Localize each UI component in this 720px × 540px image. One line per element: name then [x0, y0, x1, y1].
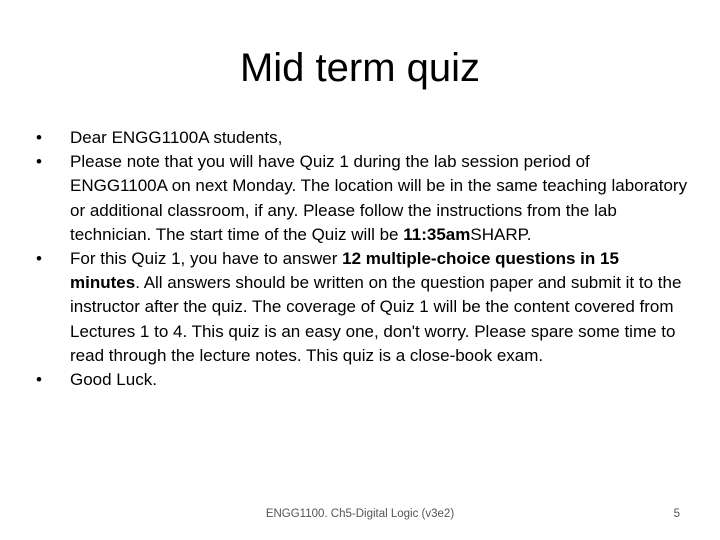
slide-footer: ENGG1100. Ch5-Digital Logic (v3e2) [265, 508, 455, 520]
bullet-dot-icon: • [36, 249, 42, 269]
bullet-text: SHARP. [470, 224, 532, 244]
bullet-item [36, 247, 690, 368]
bullet-item [36, 126, 690, 150]
bullet-text-bold: 11:35am [403, 224, 471, 244]
bullet-list [36, 126, 690, 392]
bullet-text: Please note that you will have Quiz 1 during the lab session period of ENGG1100A on next Monday. The location will be in the same teaching laboratory or additional classroom, if any. Please follow the instructions from the lab technician. The start time of the Quiz will be [70, 152, 688, 244]
bullet-text: For this Quiz 1, you have to answer [70, 249, 343, 269]
bullet-dot-icon: • [36, 370, 42, 390]
bullet-dot-icon: • [36, 152, 42, 172]
bullet-dot-icon: • [36, 128, 42, 147]
bullet-text: . All answers should be written on the question paper and submit it to the instructor after the quiz. The coverage of Quiz 1 will be the content covered from Lectures 1 to 4. This quiz is an easy one, don't worry. Please spare some time to read through the lecture notes. This quiz is a close-book exam. [70, 273, 682, 365]
bullet-text: Good Luck. [70, 370, 157, 390]
bullet-item [36, 150, 690, 247]
bullet-text: Dear ENGG1100A students, [70, 128, 283, 147]
bullet-text-bold: 12 multiple-choice questions in 15 minutes [70, 249, 619, 293]
bullet-item [36, 368, 690, 392]
page-number: 5 [673, 508, 680, 520]
slide-title: Mid term quiz [239, 46, 481, 90]
